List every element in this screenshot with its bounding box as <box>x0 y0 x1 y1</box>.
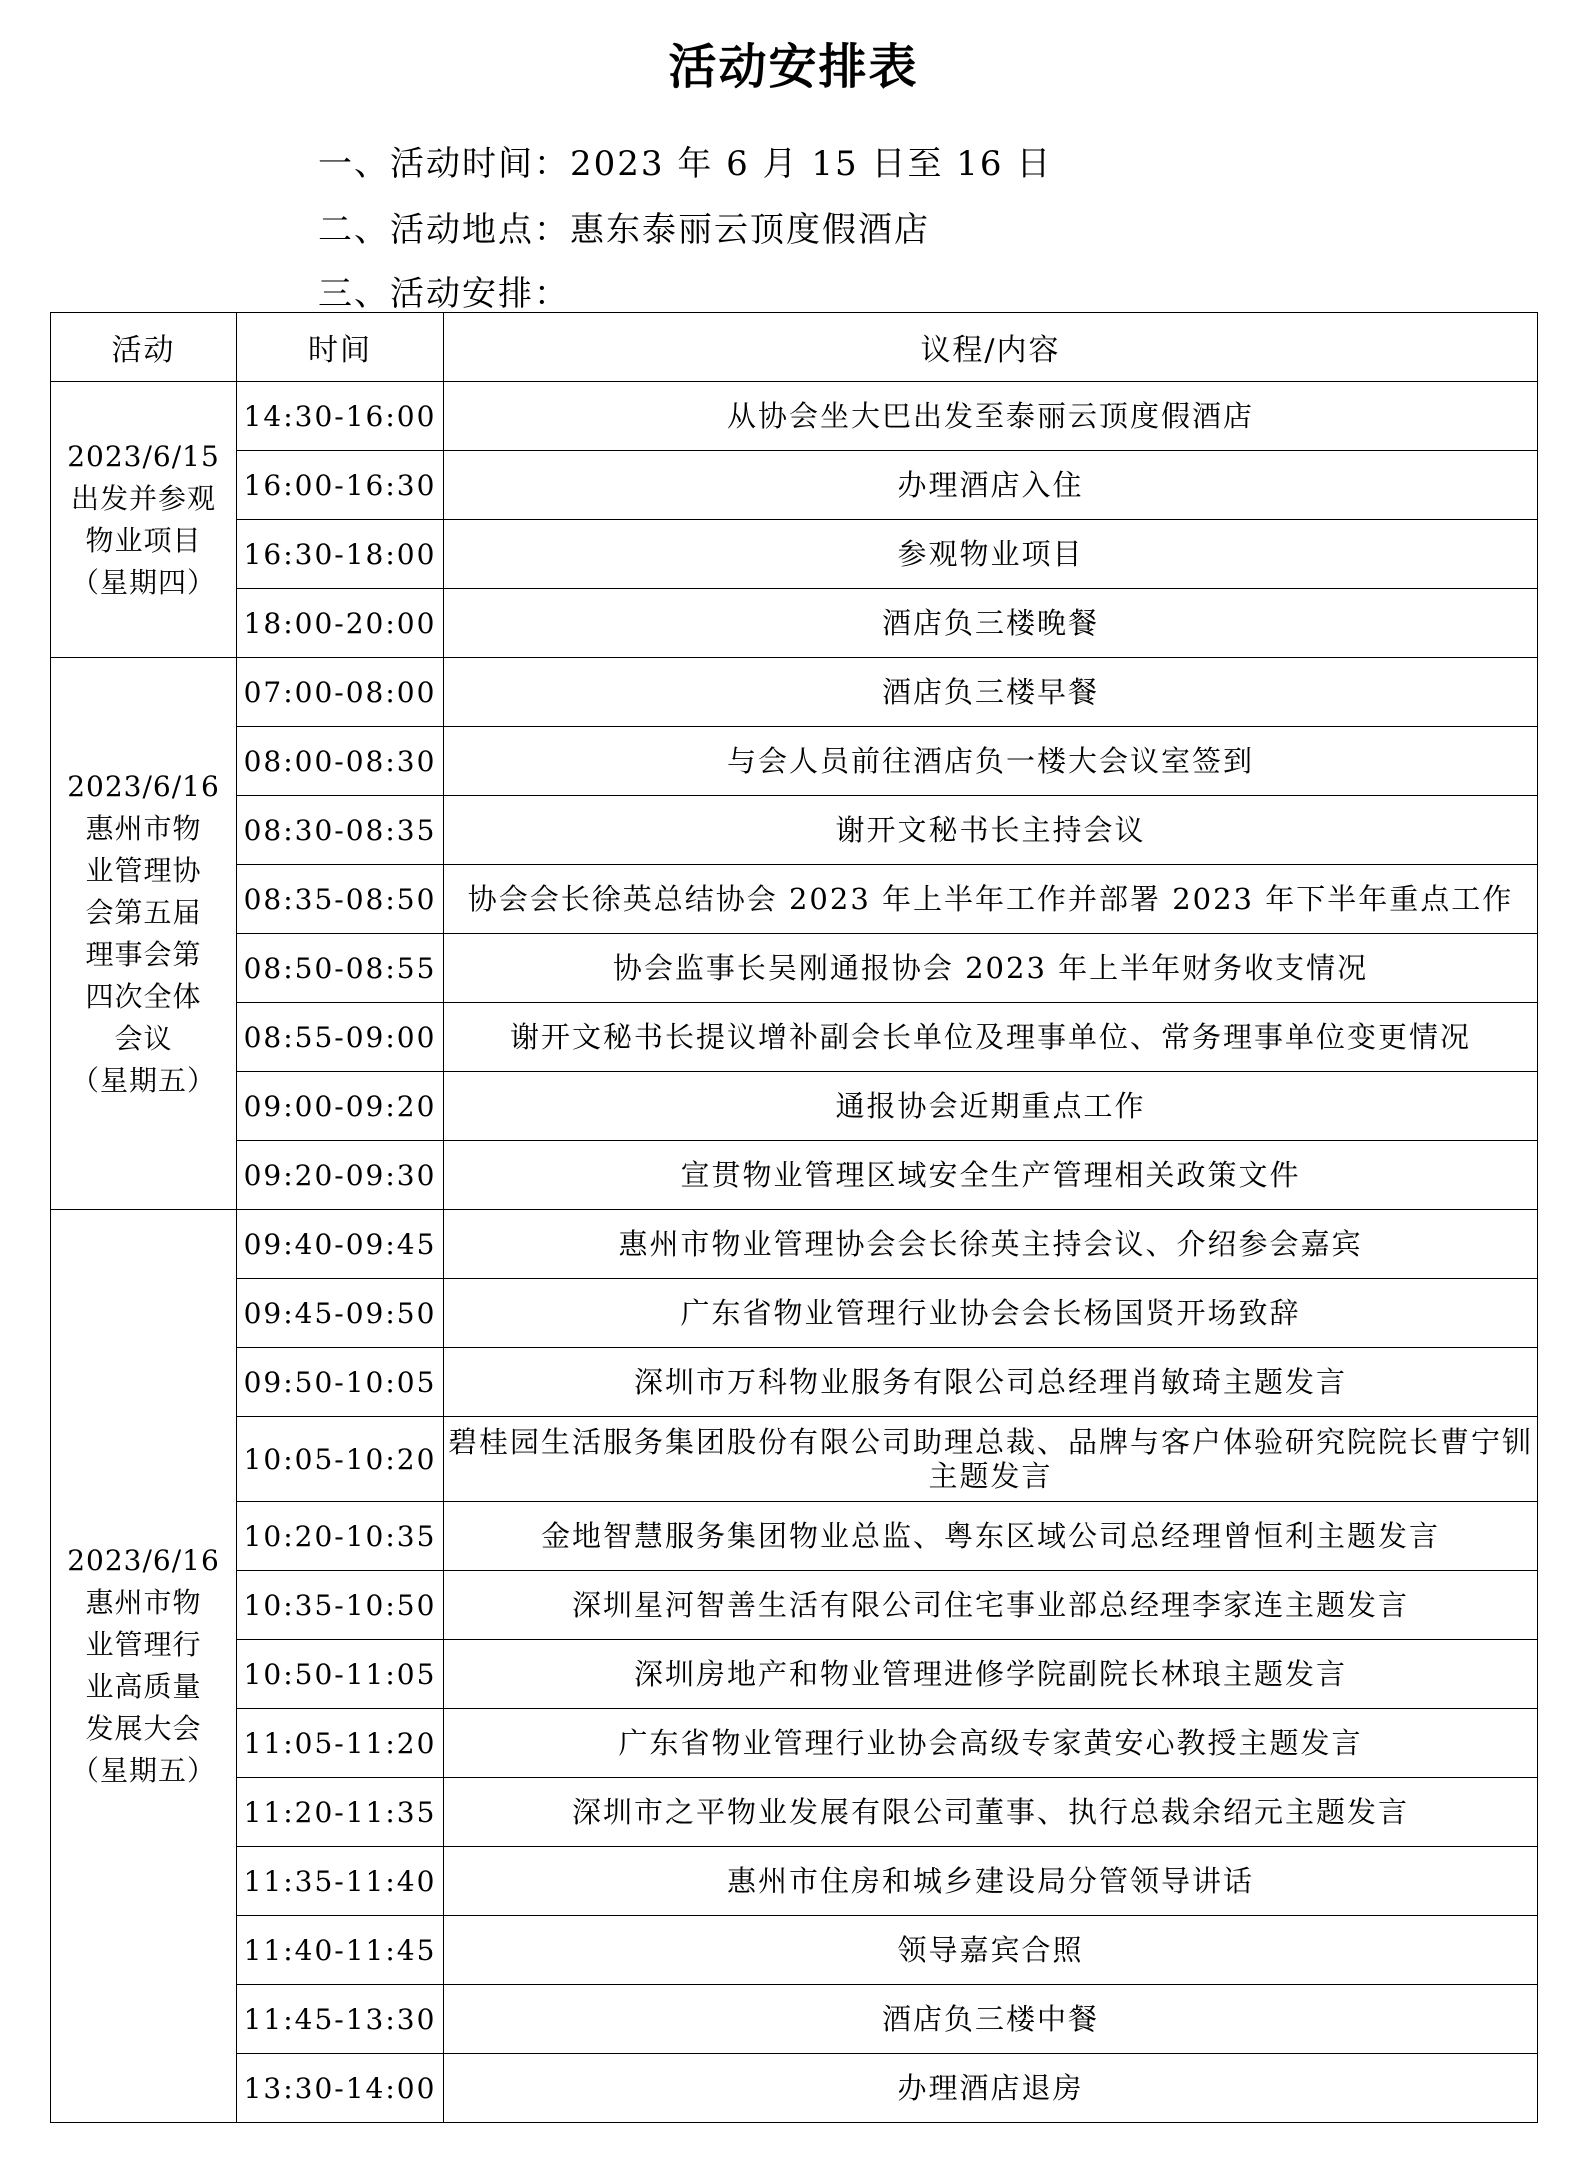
activity-cell <box>51 382 237 658</box>
table-row <box>51 934 1538 1003</box>
table-row <box>51 1847 1538 1916</box>
content-cell: 深圳房地产和物业管理进修学院副院长林琅主题发言 <box>444 1640 1538 1709</box>
content-cell: 协会会长徐英总结协会 2023 年上半年工作并部署 2023 年下半年重点工作 <box>444 865 1538 934</box>
activity-cell <box>51 1210 237 2123</box>
activity-line: 发展大会 <box>85 1712 202 1745</box>
activity-line: 理事会第 <box>85 937 202 971</box>
activity-line: 业管理行 <box>85 1628 202 1661</box>
table-row <box>51 1916 1538 1985</box>
table-row <box>51 796 1538 865</box>
content-cell: 谢开文秘书长提议增补副会长单位及理事单位、常务理事单位变更情况 <box>444 1003 1538 1072</box>
table-row <box>51 1778 1538 1847</box>
content-cell: 酒店负三楼中餐 <box>444 1985 1538 2054</box>
activity-line: 业高质量 <box>85 1670 202 1703</box>
info-line-schedule <box>318 266 570 315</box>
time-cell: 11:05-11:20 <box>237 1709 444 1778</box>
table-row <box>51 382 1538 451</box>
table-row <box>51 865 1538 934</box>
info-label: 二、活动地点： <box>318 210 570 250</box>
content-cell: 深圳市之平物业发展有限公司董事、执行总裁余绍元主题发言 <box>444 1778 1538 1847</box>
header-content: 议程/内容 <box>444 313 1538 382</box>
time-cell: 11:45-13:30 <box>237 1985 444 2054</box>
content-cell: 宣贯物业管理区域安全生产管理相关政策文件 <box>444 1141 1538 1210</box>
table-row <box>51 1571 1538 1640</box>
content-cell: 深圳市万科物业服务有限公司总经理肖敏琦主题发言 <box>444 1348 1538 1417</box>
time-cell: 08:55-09:00 <box>237 1003 444 1072</box>
info-line-time <box>318 136 1052 185</box>
info-line-place <box>318 202 930 251</box>
time-cell: 08:30-08:35 <box>237 796 444 865</box>
time-cell: 10:20-10:35 <box>237 1502 444 1571</box>
activity-line: 业管理协 <box>85 853 202 887</box>
time-cell: 08:35-08:50 <box>237 865 444 934</box>
content-cell: 惠州市住房和城乡建设局分管领导讲话 <box>444 1847 1538 1916</box>
header-activity: 活动 <box>51 313 237 382</box>
content-cell: 谢开文秘书长主持会议 <box>444 796 1538 865</box>
time-cell: 10:50-11:05 <box>237 1640 444 1709</box>
table-row <box>51 1003 1538 1072</box>
table-row <box>51 1210 1538 1279</box>
activity-line: 会第五届 <box>85 895 202 929</box>
content-cell: 广东省物业管理行业协会会长杨国贤开场致辞 <box>444 1279 1538 1348</box>
table-row <box>51 520 1538 589</box>
table-row <box>51 1072 1538 1141</box>
time-cell: 13:30-14:00 <box>237 2054 444 2123</box>
content-cell: 碧桂园生活服务集团股份有限公司助理总裁、品牌与客户体验研究院院长曹宁钏主题发言 <box>444 1417 1538 1502</box>
time-cell: 11:35-11:40 <box>237 1847 444 1916</box>
time-cell: 16:00-16:30 <box>237 451 444 520</box>
info-label: 一、活动时间： <box>318 144 570 184</box>
info-value: 2023 年 6 月 15 日至 16 日 <box>570 144 1053 184</box>
time-cell: 09:40-09:45 <box>237 1210 444 1279</box>
schedule-table <box>50 312 1538 2123</box>
content-cell: 领导嘉宾合照 <box>444 1916 1538 1985</box>
activity-line: （星期四） <box>70 565 216 599</box>
time-cell: 09:00-09:20 <box>237 1072 444 1141</box>
time-cell: 11:40-11:45 <box>237 1916 444 1985</box>
content-cell: 通报协会近期重点工作 <box>444 1072 1538 1141</box>
page-title: 活动安排表 <box>668 39 919 95</box>
activity-line: 惠州市物 <box>85 1586 202 1619</box>
table-row <box>51 1985 1538 2054</box>
table-row <box>51 1141 1538 1210</box>
activity-line: （星期五） <box>70 1754 216 1787</box>
table-row <box>51 1279 1538 1348</box>
time-cell: 08:00-08:30 <box>237 727 444 796</box>
info-label: 三、活动安排： <box>318 274 570 314</box>
table-header-row <box>51 313 1538 382</box>
time-cell: 09:50-10:05 <box>237 1348 444 1417</box>
table-row <box>51 1640 1538 1709</box>
info-value: 惠东泰丽云顶度假酒店 <box>570 210 930 250</box>
content-cell: 酒店负三楼早餐 <box>444 658 1538 727</box>
time-cell: 16:30-18:00 <box>237 520 444 589</box>
table-row <box>51 589 1538 658</box>
content-cell: 办理酒店退房 <box>444 2054 1538 2123</box>
table-row <box>51 2054 1538 2123</box>
content-cell: 从协会坐大巴出发至泰丽云顶度假酒店 <box>444 382 1538 451</box>
time-cell: 08:50-08:55 <box>237 934 444 1003</box>
content-cell: 金地智慧服务集团物业总监、粤东区域公司总经理曾恒利主题发言 <box>444 1502 1538 1571</box>
time-cell: 09:45-09:50 <box>237 1279 444 1348</box>
activity-line: 惠州市物 <box>85 811 202 845</box>
table-row <box>51 658 1538 727</box>
time-cell: 18:00-20:00 <box>237 589 444 658</box>
content-cell: 协会监事长吴刚通报协会 2023 年上半年财务收支情况 <box>444 934 1538 1003</box>
table-row <box>51 1502 1538 1571</box>
time-cell: 10:05-10:20 <box>237 1417 444 1502</box>
table-row <box>51 1417 1538 1502</box>
activity-line: （星期五） <box>70 1063 216 1097</box>
activity-cell <box>51 658 237 1210</box>
content-cell: 与会人员前往酒店负一楼大会议室签到 <box>444 727 1538 796</box>
activity-line: 出发并参观 <box>70 481 216 515</box>
content-cell: 办理酒店入住 <box>444 451 1538 520</box>
schedule-body <box>51 382 1538 2123</box>
activity-line: 2023/6/16 <box>67 769 220 803</box>
table-row <box>51 1709 1538 1778</box>
time-cell: 09:20-09:30 <box>237 1141 444 1210</box>
time-cell: 11:20-11:35 <box>237 1778 444 1847</box>
time-cell: 07:00-08:00 <box>237 658 444 727</box>
table-row <box>51 727 1538 796</box>
content-cell: 深圳星河智善生活有限公司住宅事业部总经理李家连主题发言 <box>444 1571 1538 1640</box>
content-cell: 广东省物业管理行业协会高级专家黄安心教授主题发言 <box>444 1709 1538 1778</box>
activity-line: 四次全体 <box>85 979 202 1013</box>
content-cell: 酒店负三楼晚餐 <box>444 589 1538 658</box>
content-cell: 惠州市物业管理协会会长徐英主持会议、介绍参会嘉宾 <box>444 1210 1538 1279</box>
activity-line: 会议 <box>114 1021 173 1055</box>
time-cell: 10:35-10:50 <box>237 1571 444 1640</box>
header-time: 时间 <box>237 313 444 382</box>
activity-line: 2023/6/15 <box>67 439 220 473</box>
table-row <box>51 451 1538 520</box>
time-cell: 14:30-16:00 <box>237 382 444 451</box>
activity-line: 物业项目 <box>85 523 202 557</box>
table-row <box>51 1348 1538 1417</box>
activity-line: 2023/6/16 <box>67 1544 220 1577</box>
content-cell: 参观物业项目 <box>444 520 1538 589</box>
